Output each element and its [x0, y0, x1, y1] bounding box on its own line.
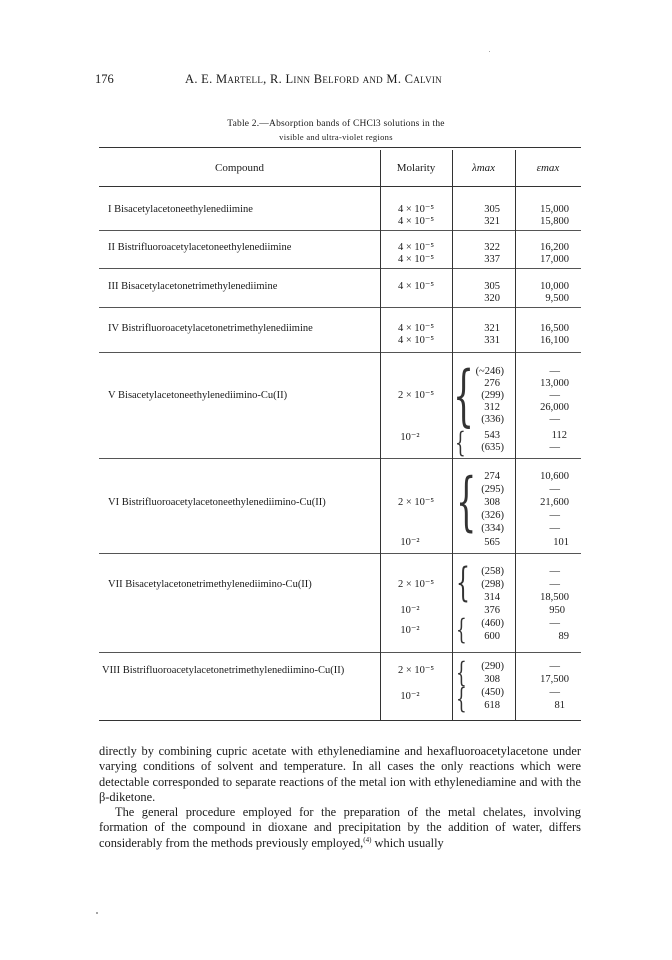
row-separator [99, 458, 581, 459]
grouping-brace: { [456, 613, 467, 646]
lambda-value: 312 [484, 402, 500, 413]
grouping-brace: { [456, 682, 467, 715]
grouping-brace: { [456, 560, 470, 606]
body-text [99, 744, 581, 851]
paragraph [99, 805, 581, 851]
epsilon-value: 21,600 [540, 497, 569, 508]
molarity-value: 4 × 10⁻⁵ [397, 254, 435, 265]
epsilon-value: — [549, 484, 560, 495]
compound-name: I Bisacetylacetoneethylenediimine [108, 204, 253, 215]
lambda-value: (635) [481, 442, 504, 453]
epsilon-value: 89 [558, 631, 569, 642]
lambda-value: 565 [484, 537, 500, 548]
epsilon-value: 13,000 [540, 378, 569, 389]
molarity-value: 4 × 10⁻⁵ [397, 204, 435, 215]
lambda-value: 331 [484, 335, 500, 346]
epsilon-value: — [549, 618, 560, 629]
column-header-compound: Compound [215, 162, 264, 174]
page-header [95, 72, 580, 88]
epsilon-value: 17,500 [540, 674, 569, 685]
molarity-value: 10⁻² [400, 537, 420, 548]
paragraph-text: The general procedure employed for the preparation of the metal chelates, involving formation of the compound in dioxane and precipitation by the addition of water, differs considerably from the methods previously employed, [99, 805, 581, 850]
row-separator [99, 230, 581, 231]
compound-name: II Bistrifluoroacetylacetoneethylenediimine [108, 242, 292, 253]
lambda-value: (460) [481, 618, 504, 629]
lambda-value: 274 [484, 471, 500, 482]
epsilon-value: — [549, 661, 560, 672]
lambda-value: 337 [484, 254, 500, 265]
epsilon-value: 17,000 [540, 254, 569, 265]
epsilon-value: 16,100 [540, 335, 569, 346]
epsilon-value: 10,000 [540, 281, 569, 292]
epsilon-value: 112 [551, 430, 567, 441]
lambda-value: 322 [484, 242, 500, 253]
epsilon-value: — [549, 687, 560, 698]
molarity-value: 4 × 10⁻⁵ [397, 216, 435, 227]
lambda-value: (450) [481, 687, 504, 698]
row-separator [99, 307, 581, 308]
lambda-value: (290) [481, 661, 504, 672]
row-separator [99, 652, 581, 653]
grouping-brace: { [456, 465, 477, 539]
molarity-value: 10⁻² [400, 625, 420, 636]
table-header-rule [99, 186, 581, 187]
compound-name: IV Bistrifluoroacetylacetonetrimethylenediimine [108, 323, 313, 334]
epsilon-value: 18,500 [540, 592, 569, 603]
lambda-value: 321 [484, 323, 500, 334]
lambda-value: 308 [484, 497, 500, 508]
epsilon-value: — [549, 523, 560, 534]
molarity-value: 10⁻² [400, 432, 420, 443]
lambda-value: (326) [481, 510, 504, 521]
row-separator [99, 553, 581, 554]
epsilon-value: 10,600 [540, 471, 569, 482]
table-top-rule [99, 147, 581, 148]
lambda-value: (258) [481, 566, 504, 577]
compound-name: VI Bistrifluoroacetylacetoneethylenediimino-Cu(II) [108, 497, 326, 508]
lambda-value: 376 [484, 605, 500, 616]
grouping-brace: { [453, 357, 474, 434]
epsilon-value: — [549, 366, 560, 377]
page-number: 176 [95, 72, 114, 86]
lambda-value: 618 [484, 700, 500, 711]
lambda-value: 305 [484, 281, 500, 292]
epsilon-value: — [549, 414, 560, 425]
epsilon-value: — [549, 510, 560, 521]
lambda-value: 600 [484, 631, 500, 642]
scan-speck [489, 51, 490, 52]
scan-speck [96, 912, 98, 914]
epsilon-value: 16,200 [540, 242, 569, 253]
running-head-authors: A. E. Martell, R. Linn Belford and M. Calvin [185, 72, 442, 86]
lambda-value: (336) [481, 414, 504, 425]
epsilon-value: 15,000 [540, 204, 569, 215]
lambda-value: (334) [481, 523, 504, 534]
paragraph-text: which usually [371, 835, 444, 850]
molarity-value: 4 × 10⁻⁵ [397, 323, 435, 334]
epsilon-value: — [549, 566, 560, 577]
column-header-epsilon-max: εmax [536, 162, 560, 174]
lambda-value: (298) [481, 579, 504, 590]
epsilon-value: 16,500 [540, 323, 569, 334]
citation-reference: (4) [363, 835, 372, 844]
epsilon-value: 950 [549, 605, 565, 616]
epsilon-value: 15,800 [540, 216, 569, 227]
compound-name: V Bisacetylacetoneethylenediimino-Cu(II) [108, 390, 288, 401]
molarity-value: 2 × 10⁻⁵ [397, 579, 435, 590]
column-header-molarity: Molarity [396, 162, 436, 174]
molarity-value: 10⁻² [400, 691, 420, 702]
epsilon-value: — [549, 442, 560, 453]
lambda-value: 308 [484, 674, 500, 685]
lambda-value: 276 [484, 378, 500, 389]
lambda-value: 320 [484, 293, 500, 304]
molarity-value: 4 × 10⁻⁵ [397, 242, 435, 253]
row-separator [99, 268, 581, 269]
row-separator [99, 352, 581, 353]
epsilon-value: 26,000 [540, 402, 569, 413]
column-header-lambda-max: λmax [471, 162, 496, 174]
molarity-value: 2 × 10⁻⁵ [397, 665, 435, 676]
lambda-value: (~246) [475, 366, 504, 377]
lambda-value: (295) [481, 484, 504, 495]
molarity-value: 2 × 10⁻⁵ [397, 497, 435, 508]
epsilon-value: 9,500 [545, 293, 569, 304]
paragraph: directly by combining cupric acetate with ethylenediamine and hexafluoroacetylacetone under varying conditions of solvent and temperature. In all cases the only reactions which were detectable corresponded to separate reactions of the metal ion with ethylenediamine and with the β-diketone. [99, 744, 581, 804]
compound-name: III Bisacetylacetonetrimethylenediimine [108, 281, 278, 292]
molarity-value: 2 × 10⁻⁵ [397, 390, 435, 401]
epsilon-value: — [549, 579, 560, 590]
table-caption-line2: visible and ultra-violet regions [279, 132, 393, 142]
epsilon-value: 101 [553, 537, 569, 548]
molarity-value: 4 × 10⁻⁵ [397, 335, 435, 346]
lambda-value: 305 [484, 204, 500, 215]
compound-name: VII Bisacetylacetonetrimethylenediimino-Cu(II) [108, 579, 312, 590]
lambda-value: 321 [484, 216, 500, 227]
lambda-value: 543 [484, 430, 500, 441]
table-caption-line1: Table 2.—Absorption bands of CHCl3 solutions in the [227, 119, 445, 129]
epsilon-value: 81 [554, 700, 565, 711]
lambda-value: 314 [484, 592, 500, 603]
epsilon-value: — [549, 390, 560, 401]
lambda-value: (299) [481, 390, 504, 401]
molarity-value: 10⁻² [400, 605, 420, 616]
molarity-value: 4 × 10⁻⁵ [397, 281, 435, 292]
grouping-brace: { [455, 426, 466, 459]
compound-name: VIII Bistrifluoroacetylacetonetrimethylenediimino-Cu(II) [102, 665, 345, 676]
table-bottom-rule [99, 720, 581, 721]
grouping-brace: { [456, 656, 467, 689]
